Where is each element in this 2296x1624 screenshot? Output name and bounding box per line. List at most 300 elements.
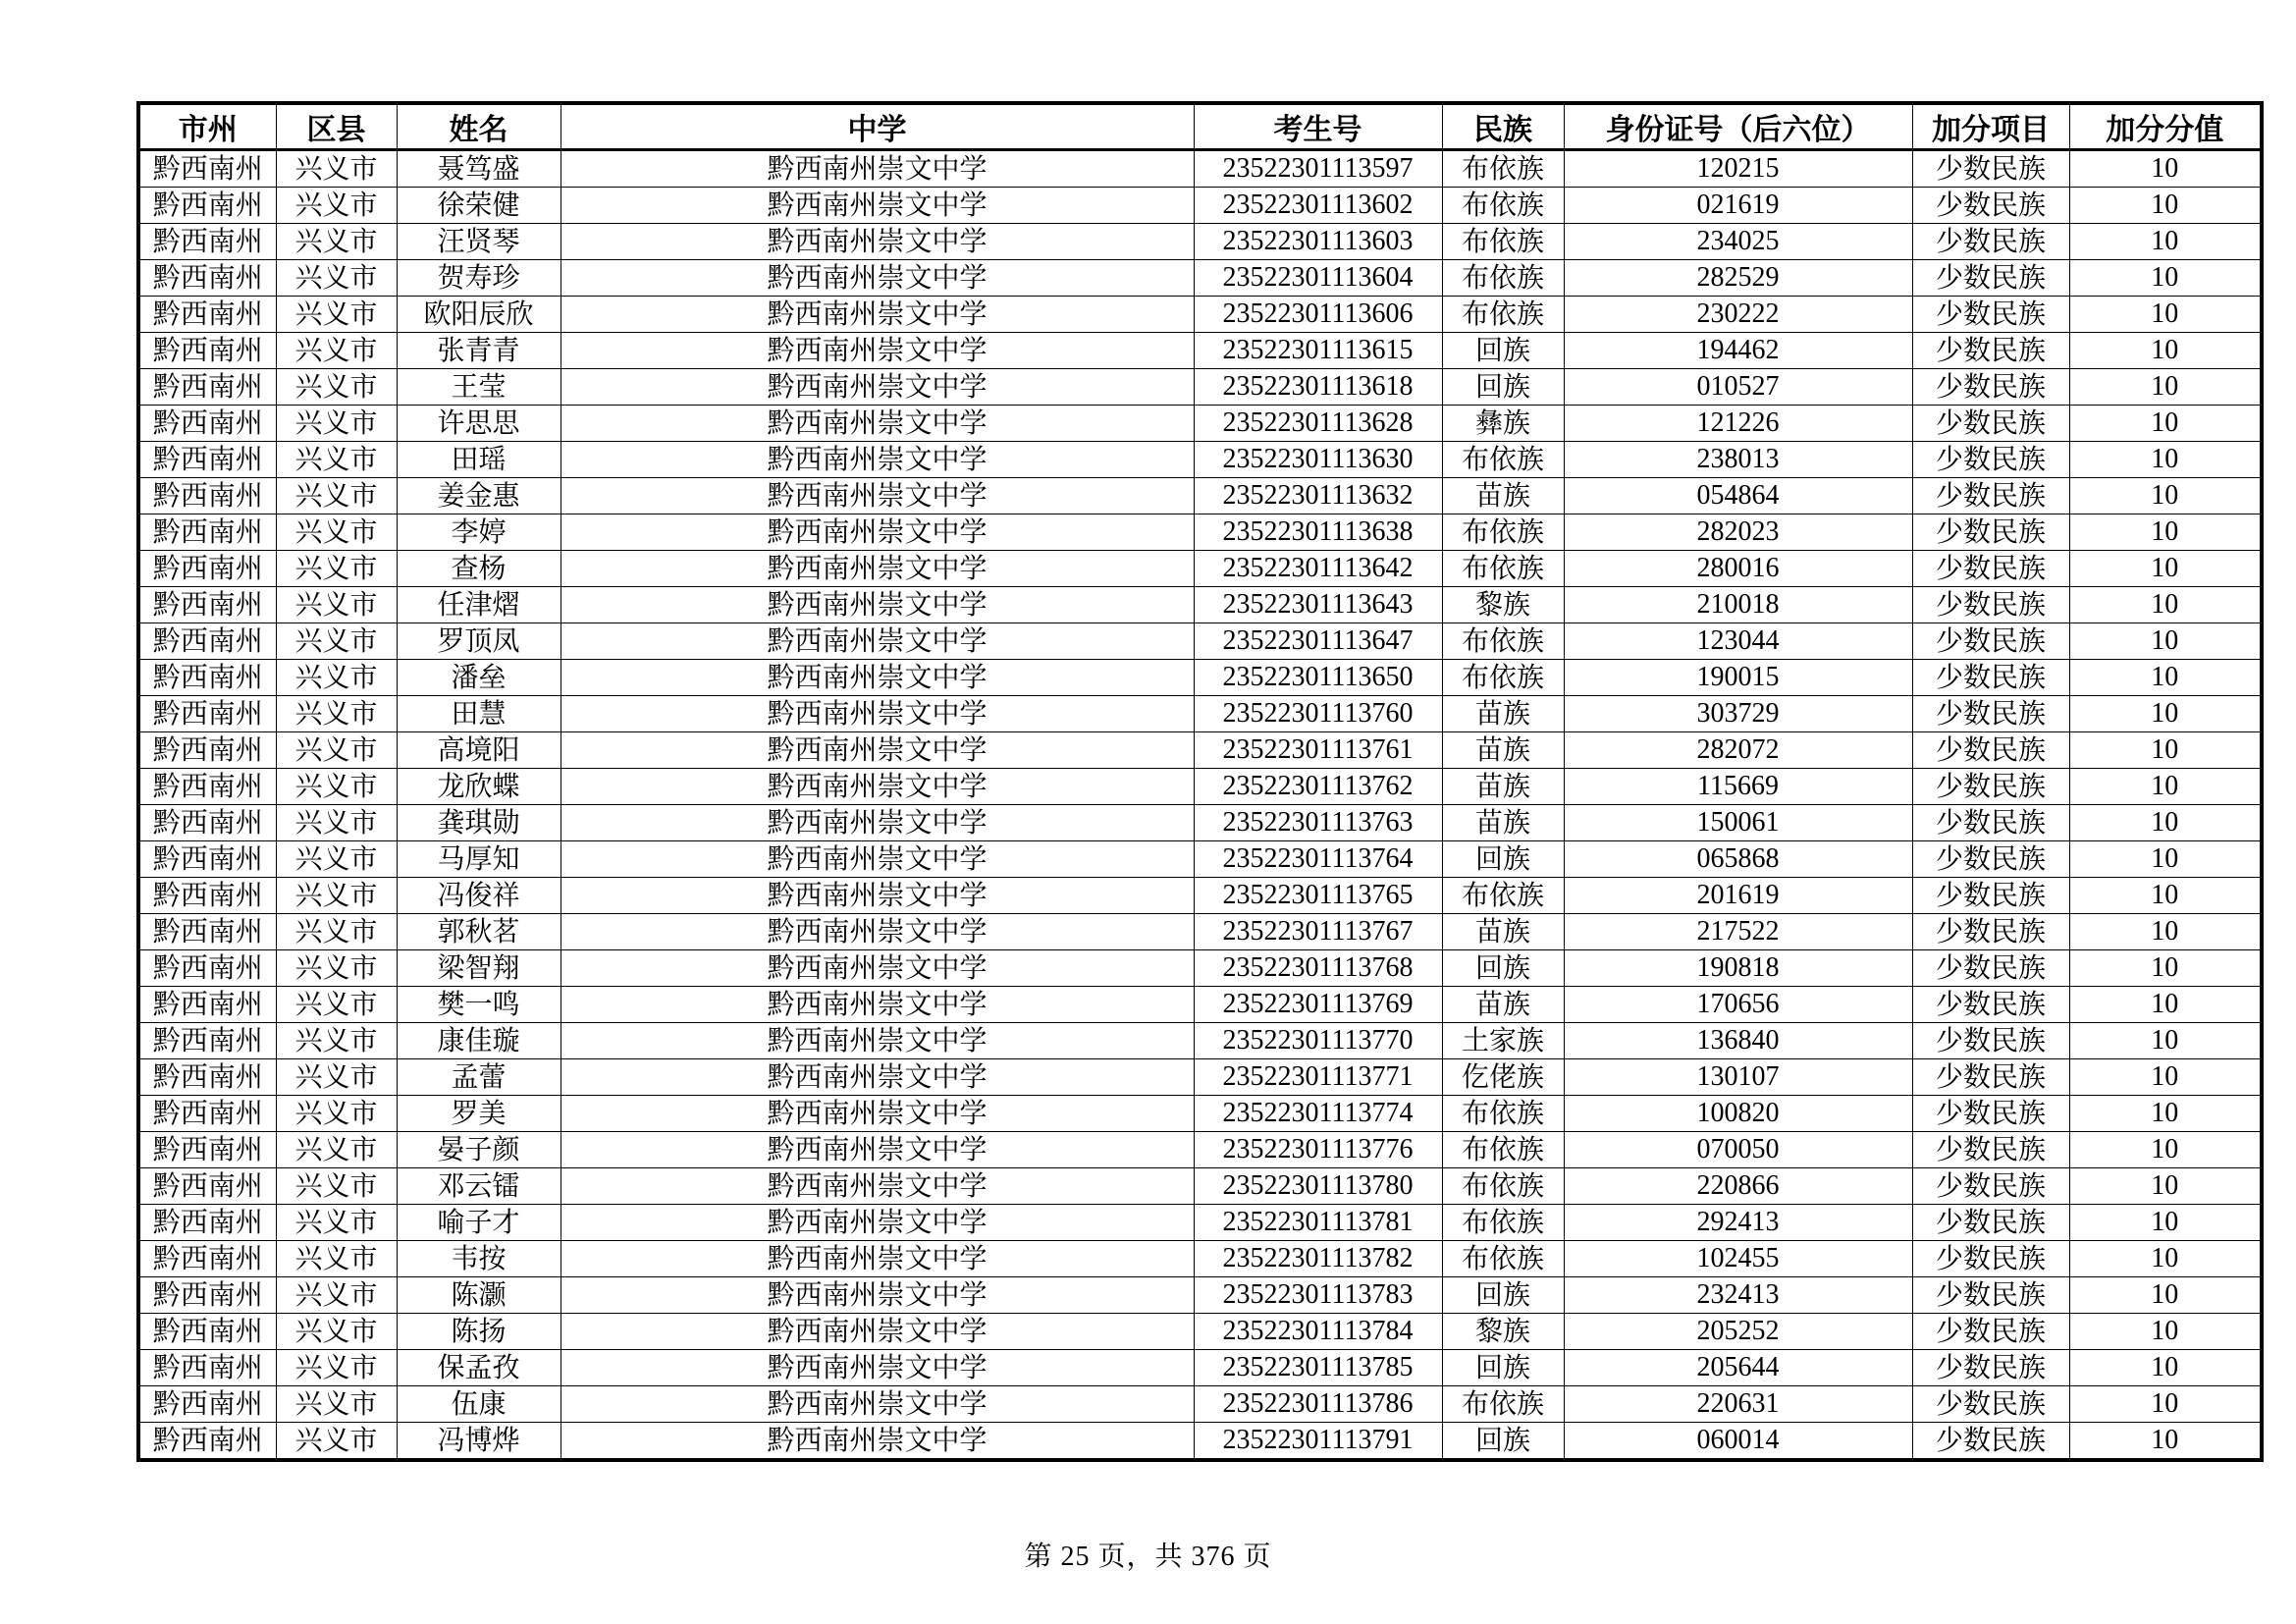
cell-bonus-item: 少数民族 [1912,950,2069,987]
cell-name: 康佳璇 [397,1023,561,1059]
cell-ethnicity: 回族 [1442,1423,1564,1461]
table-row [138,769,2262,805]
table-row [138,805,2262,841]
cell-ethnicity: 回族 [1442,369,1564,406]
cell-id-last-six: 065868 [1564,841,1912,878]
cell-name: 汪贤琴 [397,224,561,260]
cell-name: 韦按 [397,1241,561,1277]
cell-exam-number: 23522301113780 [1194,1168,1442,1205]
cell-district: 兴义市 [276,587,397,623]
table-row [138,1241,2262,1277]
cell-name: 田慧 [397,696,561,732]
cell-bonus-value: 10 [2069,1423,2262,1461]
cell-id-last-six: 238013 [1564,442,1912,478]
cell-bonus-value: 10 [2069,333,2262,369]
cell-city: 黔西南州 [138,1386,276,1423]
cell-exam-number: 23522301113791 [1194,1423,1442,1461]
table-row [138,406,2262,442]
table-header-row [138,103,2262,150]
cell-name: 王莹 [397,369,561,406]
cell-district: 兴义市 [276,1350,397,1386]
cell-id-last-six: 210018 [1564,587,1912,623]
cell-bonus-value: 10 [2069,297,2262,333]
cell-bonus-item: 少数民族 [1912,587,2069,623]
cell-city: 黔西南州 [138,841,276,878]
cell-exam-number: 23522301113786 [1194,1386,1442,1423]
table-row [138,914,2262,950]
cell-school: 黔西南州崇文中学 [561,623,1194,660]
cell-city: 黔西南州 [138,1168,276,1205]
cell-bonus-value: 10 [2069,696,2262,732]
cell-city: 黔西南州 [138,1423,276,1461]
table-row [138,478,2262,514]
cell-city: 黔西南州 [138,1059,276,1096]
cell-school: 黔西南州崇文中学 [561,297,1194,333]
cell-bonus-value: 10 [2069,805,2262,841]
cell-district: 兴义市 [276,478,397,514]
cell-city: 黔西南州 [138,369,276,406]
cell-id-last-six: 234025 [1564,224,1912,260]
cell-id-last-six: 205252 [1564,1314,1912,1350]
cell-name: 孟蕾 [397,1059,561,1096]
cell-exam-number: 23522301113774 [1194,1096,1442,1132]
cell-district: 兴义市 [276,333,397,369]
cell-bonus-item: 少数民族 [1912,805,2069,841]
cell-district: 兴义市 [276,188,397,224]
cell-district: 兴义市 [276,878,397,914]
cell-exam-number: 23522301113783 [1194,1277,1442,1314]
cell-exam-number: 23522301113604 [1194,260,1442,297]
cell-bonus-item: 少数民族 [1912,1059,2069,1096]
table-row [138,188,2262,224]
cell-exam-number: 23522301113771 [1194,1059,1442,1096]
cell-school: 黔西南州崇文中学 [561,769,1194,805]
cell-district: 兴义市 [276,805,397,841]
cell-city: 黔西南州 [138,1277,276,1314]
cell-bonus-item: 少数民族 [1912,1132,2069,1168]
cell-id-last-six: 136840 [1564,1023,1912,1059]
cell-city: 黔西南州 [138,769,276,805]
table-row [138,1314,2262,1350]
cell-ethnicity: 布依族 [1442,514,1564,551]
cell-ethnicity: 回族 [1442,1350,1564,1386]
table-row [138,878,2262,914]
cell-name: 徐荣健 [397,188,561,224]
cell-school: 黔西南州崇文中学 [561,1350,1194,1386]
cell-exam-number: 23522301113647 [1194,623,1442,660]
cell-city: 黔西南州 [138,950,276,987]
cell-exam-number: 23522301113761 [1194,732,1442,769]
cell-bonus-item: 少数民族 [1912,769,2069,805]
cell-bonus-item: 少数民族 [1912,1350,2069,1386]
cell-district: 兴义市 [276,1096,397,1132]
cell-exam-number: 23522301113615 [1194,333,1442,369]
cell-school: 黔西南州崇文中学 [561,406,1194,442]
table-row [138,1205,2262,1241]
cell-district: 兴义市 [276,696,397,732]
cell-bonus-value: 10 [2069,769,2262,805]
cell-school: 黔西南州崇文中学 [561,188,1194,224]
cell-school: 黔西南州崇文中学 [561,1277,1194,1314]
table-row [138,442,2262,478]
cell-name: 查杨 [397,551,561,587]
cell-exam-number: 23522301113650 [1194,660,1442,696]
cell-id-last-six: 115669 [1564,769,1912,805]
cell-exam-number: 23522301113784 [1194,1314,1442,1350]
cell-id-last-six: 070050 [1564,1132,1912,1168]
cell-bonus-value: 10 [2069,1314,2262,1350]
table-row [138,623,2262,660]
cell-exam-number: 23522301113762 [1194,769,1442,805]
cell-id-last-six: 220866 [1564,1168,1912,1205]
cell-id-last-six: 150061 [1564,805,1912,841]
candidate-bonus-table [136,101,2264,1462]
cell-name: 罗美 [397,1096,561,1132]
cell-bonus-value: 10 [2069,224,2262,260]
table-row [138,1168,2262,1205]
page-number: 第 25 页，共 376 页 [1024,1542,1272,1572]
cell-city: 黔西南州 [138,224,276,260]
cell-name: 马厚知 [397,841,561,878]
cell-ethnicity: 布依族 [1442,1096,1564,1132]
cell-name: 欧阳辰欣 [397,297,561,333]
cell-exam-number: 23522301113765 [1194,878,1442,914]
cell-district: 兴义市 [276,1277,397,1314]
cell-city: 黔西南州 [138,914,276,950]
cell-name: 许思思 [397,406,561,442]
cell-bonus-item: 少数民族 [1912,878,2069,914]
cell-bonus-value: 10 [2069,878,2262,914]
cell-district: 兴义市 [276,1132,397,1168]
cell-bonus-value: 10 [2069,987,2262,1023]
cell-school: 黔西南州崇文中学 [561,1205,1194,1241]
cell-city: 黔西南州 [138,1132,276,1168]
cell-exam-number: 23522301113642 [1194,551,1442,587]
cell-id-last-six: 170656 [1564,987,1912,1023]
cell-bonus-item: 少数民族 [1912,1386,2069,1423]
cell-name: 任津熠 [397,587,561,623]
cell-name: 田瑶 [397,442,561,478]
cell-school: 黔西南州崇文中学 [561,333,1194,369]
cell-bonus-item: 少数民族 [1912,1096,2069,1132]
cell-city: 黔西南州 [138,696,276,732]
column-header-bonus-item: 加分项目 [1912,103,2069,150]
cell-name: 喻子才 [397,1205,561,1241]
cell-exam-number: 23522301113763 [1194,805,1442,841]
table-row [138,150,2262,188]
cell-bonus-value: 10 [2069,1059,2262,1096]
cell-name: 陈灏 [397,1277,561,1314]
cell-bonus-value: 10 [2069,369,2262,406]
cell-id-last-six: 021619 [1564,188,1912,224]
cell-ethnicity: 苗族 [1442,696,1564,732]
cell-city: 黔西南州 [138,188,276,224]
cell-district: 兴义市 [276,1059,397,1096]
cell-bonus-value: 10 [2069,1168,2262,1205]
cell-bonus-item: 少数民族 [1912,514,2069,551]
cell-exam-number: 23522301113767 [1194,914,1442,950]
cell-bonus-item: 少数民族 [1912,914,2069,950]
table-row [138,1386,2262,1423]
cell-bonus-item: 少数民族 [1912,1277,2069,1314]
cell-school: 黔西南州崇文中学 [561,1423,1194,1461]
cell-city: 黔西南州 [138,805,276,841]
cell-bonus-item: 少数民族 [1912,150,2069,188]
cell-bonus-value: 10 [2069,660,2262,696]
cell-bonus-value: 10 [2069,1132,2262,1168]
cell-ethnicity: 仡佬族 [1442,1059,1564,1096]
cell-district: 兴义市 [276,660,397,696]
cell-ethnicity: 苗族 [1442,987,1564,1023]
cell-name: 樊一鸣 [397,987,561,1023]
cell-ethnicity: 布依族 [1442,224,1564,260]
cell-school: 黔西南州崇文中学 [561,442,1194,478]
cell-city: 黔西南州 [138,1350,276,1386]
cell-bonus-item: 少数民族 [1912,478,2069,514]
table-row [138,224,2262,260]
cell-ethnicity: 布依族 [1442,660,1564,696]
cell-bonus-value: 10 [2069,442,2262,478]
cell-bonus-item: 少数民族 [1912,260,2069,297]
cell-ethnicity: 回族 [1442,950,1564,987]
cell-school: 黔西南州崇文中学 [561,914,1194,950]
table-row [138,732,2262,769]
cell-ethnicity: 黎族 [1442,587,1564,623]
cell-bonus-item: 少数民族 [1912,297,2069,333]
cell-city: 黔西南州 [138,442,276,478]
cell-district: 兴义市 [276,1241,397,1277]
cell-district: 兴义市 [276,987,397,1023]
column-header-city: 市州 [138,103,276,150]
cell-city: 黔西南州 [138,514,276,551]
table-body [138,150,2262,1461]
cell-school: 黔西南州崇文中学 [561,950,1194,987]
cell-school: 黔西南州崇文中学 [561,1314,1194,1350]
column-header-name: 姓名 [397,103,561,150]
cell-id-last-six: 232413 [1564,1277,1912,1314]
cell-district: 兴义市 [276,1023,397,1059]
cell-school: 黔西南州崇文中学 [561,1386,1194,1423]
table-row [138,297,2262,333]
cell-ethnicity: 布依族 [1442,188,1564,224]
cell-city: 黔西南州 [138,878,276,914]
cell-school: 黔西南州崇文中学 [561,732,1194,769]
cell-district: 兴义市 [276,769,397,805]
cell-id-last-six: 282072 [1564,732,1912,769]
cell-exam-number: 23522301113769 [1194,987,1442,1023]
cell-district: 兴义市 [276,950,397,987]
cell-bonus-value: 10 [2069,732,2262,769]
cell-id-last-six: 230222 [1564,297,1912,333]
cell-bonus-item: 少数民族 [1912,696,2069,732]
cell-id-last-six: 120215 [1564,150,1912,188]
cell-exam-number: 23522301113628 [1194,406,1442,442]
cell-id-last-six: 121226 [1564,406,1912,442]
column-header-district: 区县 [276,103,397,150]
cell-id-last-six: 303729 [1564,696,1912,732]
cell-id-last-six: 130107 [1564,1059,1912,1096]
cell-city: 黔西南州 [138,1314,276,1350]
cell-name: 郭秋茗 [397,914,561,950]
cell-school: 黔西南州崇文中学 [561,1023,1194,1059]
cell-ethnicity: 布依族 [1442,1168,1564,1205]
cell-school: 黔西南州崇文中学 [561,1059,1194,1096]
cell-id-last-six: 190818 [1564,950,1912,987]
cell-district: 兴义市 [276,442,397,478]
cell-id-last-six: 282023 [1564,514,1912,551]
cell-bonus-value: 10 [2069,478,2262,514]
table-row [138,333,2262,369]
cell-bonus-item: 少数民族 [1912,660,2069,696]
cell-ethnicity: 布依族 [1442,878,1564,914]
cell-school: 黔西南州崇文中学 [561,1241,1194,1277]
cell-school: 黔西南州崇文中学 [561,1132,1194,1168]
cell-name: 李婷 [397,514,561,551]
cell-bonus-value: 10 [2069,1386,2262,1423]
cell-exam-number: 23522301113776 [1194,1132,1442,1168]
table-row [138,1132,2262,1168]
cell-id-last-six: 205644 [1564,1350,1912,1386]
cell-bonus-item: 少数民族 [1912,1023,2069,1059]
cell-district: 兴义市 [276,914,397,950]
cell-district: 兴义市 [276,406,397,442]
cell-ethnicity: 回族 [1442,841,1564,878]
cell-school: 黔西南州崇文中学 [561,224,1194,260]
table-row [138,660,2262,696]
cell-ethnicity: 回族 [1442,333,1564,369]
cell-exam-number: 23522301113630 [1194,442,1442,478]
cell-district: 兴义市 [276,514,397,551]
cell-district: 兴义市 [276,1386,397,1423]
cell-bonus-value: 10 [2069,1277,2262,1314]
cell-bonus-value: 10 [2069,1096,2262,1132]
cell-district: 兴义市 [276,841,397,878]
cell-bonus-value: 10 [2069,841,2262,878]
cell-district: 兴义市 [276,623,397,660]
cell-exam-number: 23522301113785 [1194,1350,1442,1386]
cell-city: 黔西南州 [138,406,276,442]
cell-school: 黔西南州崇文中学 [561,478,1194,514]
cell-name: 梁智翔 [397,950,561,987]
cell-exam-number: 23522301113638 [1194,514,1442,551]
cell-bonus-item: 少数民族 [1912,623,2069,660]
cell-bonus-item: 少数民族 [1912,224,2069,260]
cell-id-last-six: 194462 [1564,333,1912,369]
cell-name: 龚琪勋 [397,805,561,841]
cell-bonus-item: 少数民族 [1912,1168,2069,1205]
cell-bonus-item: 少数民族 [1912,841,2069,878]
cell-ethnicity: 布依族 [1442,260,1564,297]
cell-bonus-value: 10 [2069,950,2262,987]
cell-ethnicity: 布依族 [1442,150,1564,188]
table-row [138,1277,2262,1314]
cell-name: 高境阳 [397,732,561,769]
cell-ethnicity: 回族 [1442,1277,1564,1314]
cell-city: 黔西南州 [138,260,276,297]
cell-id-last-six: 123044 [1564,623,1912,660]
cell-school: 黔西南州崇文中学 [561,805,1194,841]
table-row [138,987,2262,1023]
cell-bonus-item: 少数民族 [1912,732,2069,769]
cell-name: 贺寿珍 [397,260,561,297]
cell-bonus-item: 少数民族 [1912,1241,2069,1277]
cell-ethnicity: 布依族 [1442,442,1564,478]
cell-school: 黔西南州崇文中学 [561,587,1194,623]
cell-name: 保孟孜 [397,1350,561,1386]
cell-bonus-item: 少数民族 [1912,188,2069,224]
cell-ethnicity: 布依族 [1442,1205,1564,1241]
cell-district: 兴义市 [276,1314,397,1350]
cell-ethnicity: 苗族 [1442,732,1564,769]
cell-ethnicity: 布依族 [1442,623,1564,660]
column-header-id-last-six: 身份证号（后六位） [1564,103,1912,150]
cell-name: 张青青 [397,333,561,369]
table-row [138,1023,2262,1059]
cell-city: 黔西南州 [138,1241,276,1277]
cell-city: 黔西南州 [138,660,276,696]
cell-district: 兴义市 [276,297,397,333]
cell-bonus-item: 少数民族 [1912,442,2069,478]
cell-school: 黔西南州崇文中学 [561,841,1194,878]
cell-bonus-value: 10 [2069,1205,2262,1241]
cell-id-last-six: 100820 [1564,1096,1912,1132]
cell-ethnicity: 苗族 [1442,769,1564,805]
cell-exam-number: 23522301113632 [1194,478,1442,514]
cell-id-last-six: 190015 [1564,660,1912,696]
cell-bonus-value: 10 [2069,1023,2262,1059]
column-header-ethnicity: 民族 [1442,103,1564,150]
cell-district: 兴义市 [276,732,397,769]
cell-id-last-six: 201619 [1564,878,1912,914]
cell-id-last-six: 280016 [1564,551,1912,587]
cell-bonus-value: 10 [2069,914,2262,950]
cell-exam-number: 23522301113602 [1194,188,1442,224]
cell-bonus-value: 10 [2069,188,2262,224]
cell-bonus-value: 10 [2069,150,2262,188]
cell-name: 罗顶凤 [397,623,561,660]
cell-name: 聂笃盛 [397,150,561,188]
cell-ethnicity: 布依族 [1442,1132,1564,1168]
cell-ethnicity: 黎族 [1442,1314,1564,1350]
cell-id-last-six: 102455 [1564,1241,1912,1277]
cell-school: 黔西南州崇文中学 [561,878,1194,914]
cell-exam-number: 23522301113618 [1194,369,1442,406]
cell-name: 潘垒 [397,660,561,696]
cell-exam-number: 23522301113643 [1194,587,1442,623]
cell-id-last-six: 282529 [1564,260,1912,297]
cell-bonus-item: 少数民族 [1912,551,2069,587]
cell-id-last-six: 220631 [1564,1386,1912,1423]
cell-district: 兴义市 [276,260,397,297]
table-row [138,841,2262,878]
cell-exam-number: 23522301113770 [1194,1023,1442,1059]
cell-city: 黔西南州 [138,587,276,623]
cell-exam-number: 23522301113597 [1194,150,1442,188]
cell-id-last-six: 217522 [1564,914,1912,950]
cell-school: 黔西南州崇文中学 [561,987,1194,1023]
cell-bonus-value: 10 [2069,1350,2262,1386]
table-row [138,260,2262,297]
cell-ethnicity: 布依族 [1442,1241,1564,1277]
column-header-school: 中学 [561,103,1194,150]
table-row [138,1059,2262,1096]
table-row [138,514,2262,551]
cell-district: 兴义市 [276,369,397,406]
table-row [138,950,2262,987]
cell-school: 黔西南州崇文中学 [561,551,1194,587]
cell-id-last-six: 292413 [1564,1205,1912,1241]
cell-name: 冯博烨 [397,1423,561,1461]
